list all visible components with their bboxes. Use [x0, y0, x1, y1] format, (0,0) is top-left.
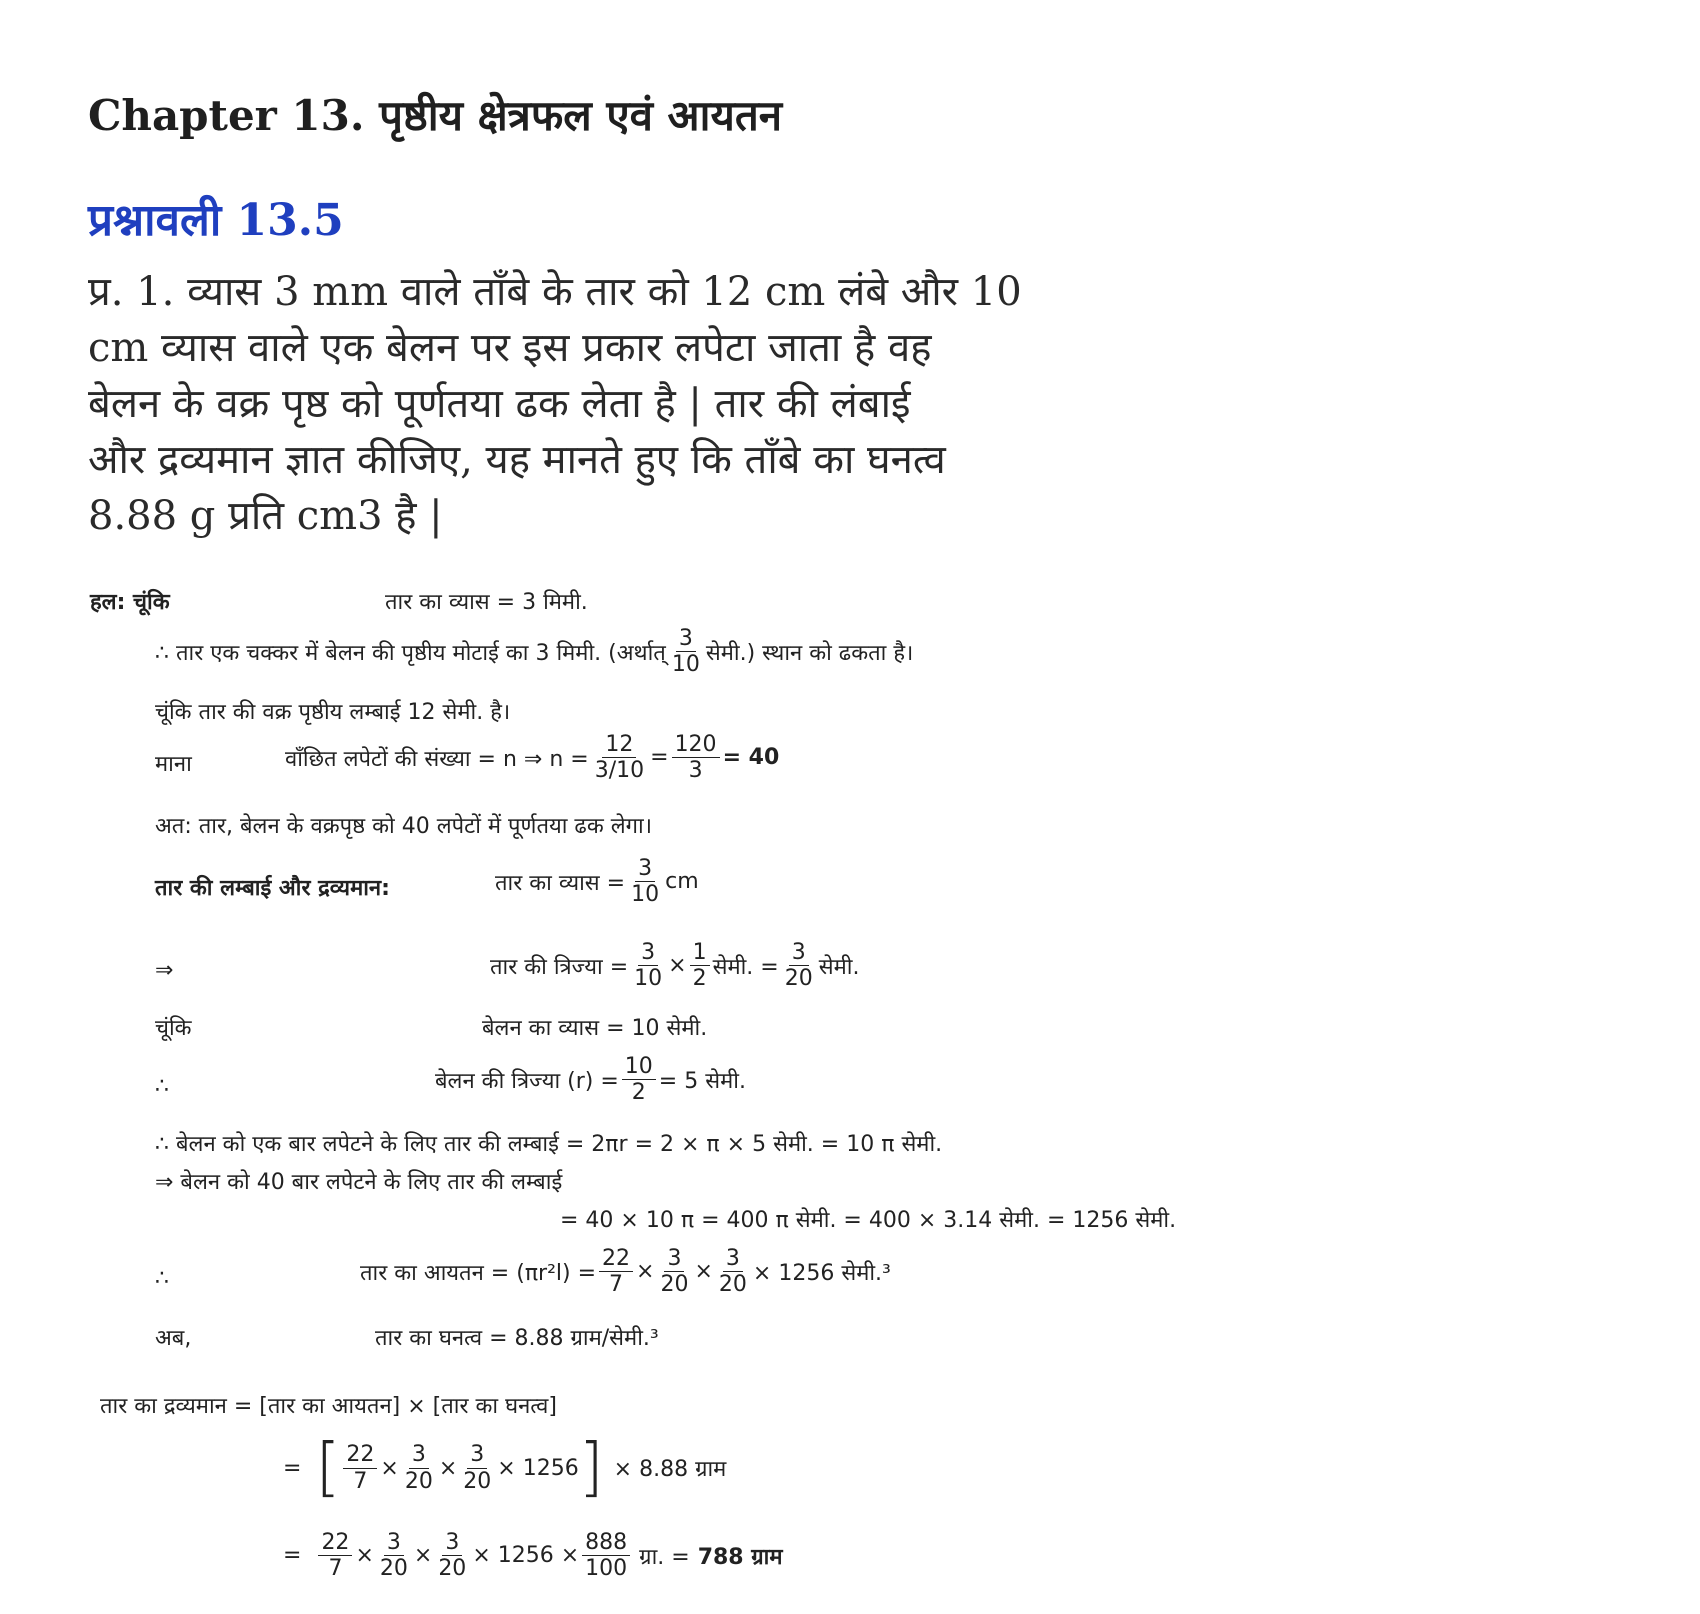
solution-label: माना — [155, 752, 192, 777]
solution-line: तार का व्यास = 3 मिमी. — [385, 590, 588, 615]
solution-label: चूंकि — [155, 1016, 192, 1041]
denominator: 20 — [379, 1556, 408, 1582]
solution-label: ∴ — [155, 1266, 169, 1291]
numerator: 22 — [599, 1246, 633, 1272]
fraction — [435, 1530, 469, 1582]
solution-label: हल: चूंकि — [90, 590, 170, 615]
solution-line — [285, 732, 779, 784]
final-answer: 788 ग्राम — [697, 1544, 783, 1570]
solution-line — [155, 626, 913, 678]
text: ∴ तार एक चक्कर में बेलन की पृष्ठीय मोटाई का 3 मिमी. (अर्थात् — [155, 640, 666, 666]
fraction — [343, 1442, 377, 1494]
fraction — [582, 1530, 630, 1582]
fraction — [628, 856, 662, 908]
question-line: cm व्यास वाले एक बेलन पर इस प्रकार लपेटा जाता है वह — [88, 325, 932, 371]
text: सेमी.) स्थान को ढकता है। — [705, 640, 914, 666]
denominator: 10 — [631, 882, 660, 908]
numerator: 3 — [635, 856, 655, 882]
solution-line: अत: तार, बेलन के वक्रपृष्ठ को 40 लपेटों में पूर्णतया ढक लेगा। — [155, 814, 653, 839]
numerator: 3 — [723, 1246, 743, 1272]
text: तार का व्यास = — [495, 870, 626, 896]
fraction — [657, 1246, 691, 1298]
denominator: 20 — [463, 1468, 492, 1494]
numerator: 12 — [602, 732, 636, 758]
text: × 1256 सेमी.³ — [752, 1260, 891, 1286]
solution-label: ∴ — [155, 1074, 169, 1099]
times: × — [694, 1259, 713, 1285]
fraction — [599, 1246, 633, 1298]
chapter-title: Chapter 13. पृष्ठीय क्षेत्रफल एवं आयतन — [88, 91, 783, 140]
question-line: 8.88 g प्रति cm3 है | — [88, 493, 443, 539]
text: तार की त्रिज्या = — [490, 954, 629, 980]
numerator: 3 — [409, 1442, 429, 1468]
denominator: 7 — [353, 1468, 368, 1494]
solution-line: = 40 × 10 π = 400 π सेमी. = 400 × 3.14 सेमी. = 1256 सेमी. — [560, 1208, 1177, 1233]
numerator: 10 — [622, 1054, 656, 1080]
denominator: 2 — [631, 1080, 646, 1106]
fraction — [631, 940, 665, 992]
numerator: 3 — [384, 1530, 404, 1556]
text: × 1256 — [497, 1455, 579, 1481]
denominator: 10 — [671, 652, 700, 678]
text: बेलन की त्रिज्या (r) = — [435, 1068, 619, 1094]
denominator: 2 — [692, 966, 707, 992]
denominator: 20 — [438, 1556, 467, 1582]
times: × — [636, 1259, 655, 1285]
times: × — [413, 1543, 433, 1569]
text: तार का आयतन = (πr²l) = — [360, 1260, 597, 1286]
question-line: और द्रव्यमान ज्ञात कीजिए, यह मानते हुए कि ताँबे का घनत्व — [88, 437, 946, 483]
numerator: 3 — [789, 940, 809, 966]
fraction — [622, 1054, 656, 1106]
equals: = — [650, 745, 669, 771]
left-bracket: [ — [315, 1431, 341, 1505]
equals: = — [283, 1455, 302, 1481]
unit: cm — [665, 869, 699, 895]
solution-label: तार की लम्बाई और द्रव्यमान: — [155, 876, 390, 901]
numerator: 1 — [690, 940, 710, 966]
times: × — [355, 1543, 374, 1569]
denominator: 20 — [660, 1272, 689, 1298]
fraction — [318, 1530, 352, 1582]
denominator: 7 — [609, 1272, 624, 1298]
solution-label: ⇒ — [155, 958, 174, 983]
text: = 5 सेमी. — [658, 1068, 746, 1094]
fraction — [377, 1530, 411, 1582]
denominator: 20 — [404, 1468, 433, 1494]
text: वाँछित लपेटों की संख्या = n ⇒ n = — [285, 746, 589, 772]
numerator: 3 — [442, 1530, 462, 1556]
denominator: 3/10 — [594, 758, 645, 784]
denominator: 7 — [328, 1556, 343, 1582]
solution-line — [283, 1530, 783, 1582]
denominator: 20 — [718, 1272, 747, 1298]
question-line: प्र. 1. व्यास 3 mm वाले ताँबे के तार को 12 cm लंबे और 10 — [88, 269, 1022, 315]
solution-line: तार का घनत्व = 8.88 ग्राम/सेमी.³ — [375, 1326, 659, 1351]
text: सेमी. = — [712, 954, 779, 980]
solution-line — [283, 1431, 727, 1505]
text: × 8.88 ग्राम — [613, 1457, 727, 1482]
times: × — [668, 953, 687, 979]
question-line: बेलन के वक्र पृष्ठ को पूर्णतया ढक लेता है | तार की लंबाई — [88, 381, 911, 427]
equals: = — [283, 1543, 302, 1569]
fraction — [690, 940, 710, 992]
solution-line: तार का द्रव्यमान = [तार का आयतन] × [तार का घनत्व] — [100, 1394, 557, 1419]
fraction — [716, 1246, 750, 1298]
numerator: 120 — [672, 732, 720, 758]
denominator: 20 — [784, 966, 813, 992]
denominator: 10 — [634, 966, 663, 992]
fraction — [669, 626, 703, 678]
fraction — [402, 1442, 436, 1494]
fraction — [782, 940, 816, 992]
solution-line: ⇒ बेलन को 40 बार लपेटने के लिए तार की लम्बाई — [155, 1170, 563, 1195]
denominator: 100 — [585, 1556, 628, 1582]
solution-line — [360, 1246, 891, 1298]
denominator: 3 — [688, 758, 703, 784]
unit: सेमी. — [818, 954, 860, 980]
times: × — [438, 1455, 458, 1481]
fraction — [460, 1442, 494, 1494]
solution-line — [490, 940, 859, 992]
numerator: 3 — [638, 940, 658, 966]
fraction — [592, 732, 647, 784]
solution-line: ∴ बेलन को एक बार लपेटने के लिए तार की लम्बाई = 2πr = 2 × π × 5 सेमी. = 10 π सेमी. — [155, 1132, 943, 1157]
result: = 40 — [722, 745, 780, 771]
text: × 1256 × — [472, 1543, 580, 1569]
numerator: 888 — [582, 1530, 630, 1556]
solution-line: बेलन का व्यास = 10 सेमी. — [482, 1016, 708, 1041]
fraction — [672, 732, 720, 784]
solution-line — [435, 1054, 746, 1106]
times: × — [380, 1455, 399, 1481]
solution-label: अब, — [155, 1326, 192, 1351]
text: ग्रा. = — [639, 1544, 690, 1570]
right-bracket: ] — [578, 1431, 604, 1505]
numerator: 3 — [467, 1442, 487, 1468]
solution-line — [495, 856, 699, 908]
numerator: 3 — [676, 626, 696, 652]
solution-line: चूंकि तार की वक्र पृष्ठीय लम्बाई 12 सेमी. है। — [155, 700, 511, 725]
exercise-title: प्रश्नावली 13.5 — [88, 195, 344, 246]
numerator: 3 — [664, 1246, 684, 1272]
numerator: 22 — [343, 1442, 377, 1468]
numerator: 22 — [318, 1530, 352, 1556]
